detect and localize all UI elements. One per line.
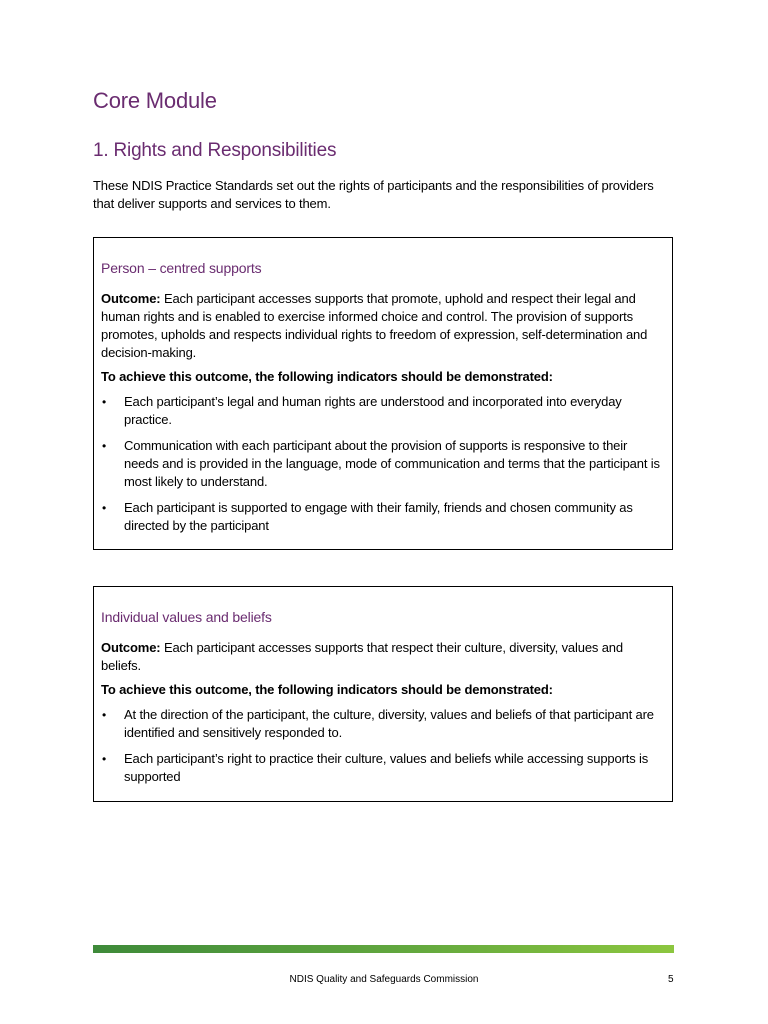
bullet-icon: • <box>102 395 107 409</box>
footer-divider-bar <box>93 945 674 953</box>
list-item <box>101 437 664 491</box>
list-item-text: Each participant is supported to engage with their family, friends and chosen community as directed by the participant <box>124 500 633 533</box>
list-item-text: At the direction of the participant, the culture, diversity, values and beliefs of that participant are identified and sensitively responded to. <box>124 707 654 740</box>
outcome-label: Outcome: <box>101 291 161 306</box>
intro-paragraph: These NDIS Practice Standards set out the rights of participants and the responsibilities of providers that deliver supports and services to them. <box>93 178 654 211</box>
outcome-text: Each participant accesses supports that respect their culture, diversity, values and beliefs. <box>101 640 623 673</box>
indicators-lead: To achieve this outcome, the following indicators should be demonstrated: <box>101 682 553 697</box>
indicator-list <box>101 706 664 786</box>
bullet-icon: • <box>102 752 107 766</box>
footer-text: NDIS Quality and Safeguards Commission <box>289 974 479 985</box>
list-item <box>101 706 664 742</box>
bullet-icon: • <box>102 501 107 515</box>
indicator-list <box>101 393 664 535</box>
list-item <box>101 499 664 535</box>
card-heading: Person – centred supports <box>101 260 262 276</box>
indicators-lead: To achieve this outcome, the following indicators should be demonstrated: <box>101 369 553 384</box>
section-title: 1. Rights and Responsibilities <box>93 140 337 161</box>
page-number: 5 <box>668 974 674 985</box>
list-item <box>101 393 664 429</box>
list-item <box>101 750 664 786</box>
list-item-text: Each participant’s legal and human rights are understood and incorporated into everyday practice. <box>124 394 622 427</box>
bullet-icon: • <box>102 708 107 722</box>
outcome-label: Outcome: <box>101 640 161 655</box>
outcome-paragraph <box>101 639 664 675</box>
page-title: Core Module <box>93 88 217 113</box>
outcome-paragraph <box>101 290 664 362</box>
list-item-text: Each participant’s right to practice their culture, values and beliefs while accessing supports is supported <box>124 751 649 784</box>
bullet-icon: • <box>102 439 107 453</box>
card-heading: Individual values and beliefs <box>101 609 272 625</box>
standard-card-person-centred-supports <box>93 237 673 550</box>
list-item-text: Communication with each participant about the provision of supports is responsive to their needs and is provided in the language, mode of communication and terms that the participant is most likely to understand. <box>124 438 660 489</box>
outcome-text: Each participant accesses supports that promote, uphold and respect their legal and human rights and is enabled to exercise informed choice and control. The provision of supports promotes, upholds and respects individual rights to freedom of expression, self-determination and decision-making. <box>101 291 648 360</box>
standard-card-individual-values-and-beliefs <box>93 586 673 802</box>
